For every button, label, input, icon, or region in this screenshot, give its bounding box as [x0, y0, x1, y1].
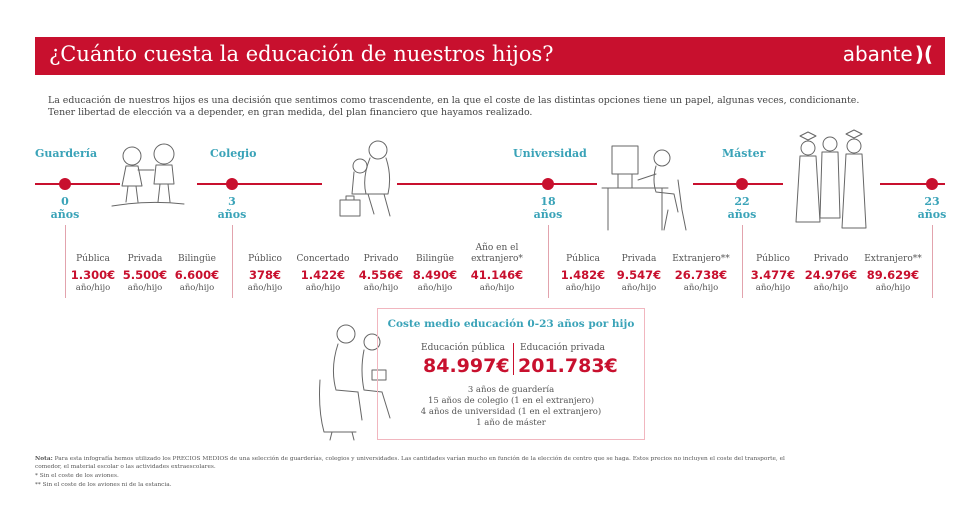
price-label: Privado	[363, 254, 399, 264]
private-education-total: 201.783€	[518, 355, 618, 377]
stage-label-guarderia: Guardería	[35, 147, 98, 160]
price-value: 3.477€	[750, 268, 796, 282]
summary-title: Coste medio educación 0-23 años por hijo	[387, 318, 635, 330]
price-label: Bilingüe	[178, 254, 216, 264]
timeline-dot-3	[226, 178, 238, 190]
timeline-dot-0	[59, 178, 71, 190]
price-label: Año en el	[475, 243, 519, 253]
price-value: 1.422€	[300, 268, 346, 282]
timeline-drop-line	[232, 225, 233, 298]
price-unit: año/hijo	[621, 283, 657, 293]
stage-label-master: Máster	[722, 147, 766, 160]
price-label: Pública	[566, 254, 600, 264]
price-unit: año/hijo	[683, 283, 719, 293]
age-unit: años	[533, 208, 563, 221]
footnote-main	[35, 455, 785, 463]
price-value: 4.556€	[358, 268, 404, 282]
student-desk-illustration	[598, 140, 690, 232]
price-label: Privada	[127, 254, 163, 264]
price-value: 24.976€	[804, 268, 858, 282]
price-value: 9.547€	[616, 268, 662, 282]
price-value: 5.500€	[122, 268, 168, 282]
price-value: 41.146€	[470, 268, 524, 282]
price-label: Concertado	[296, 254, 350, 264]
price-unit: año/hijo	[875, 283, 911, 293]
age-marker-0	[45, 195, 85, 221]
price-universidad-publica	[552, 254, 614, 294]
price-colegio-publico	[234, 254, 296, 294]
price-label: Público	[756, 254, 790, 264]
summary-detail-line: 3 años de guardería	[467, 385, 555, 395]
timeline-dot-18	[542, 178, 554, 190]
price-value: 89.629€	[866, 268, 920, 282]
price-unit: año/hijo	[75, 283, 111, 293]
price-universidad-extranjero	[670, 254, 732, 294]
age-unit: años	[217, 208, 247, 221]
age-unit: años	[50, 208, 80, 221]
price-unit: año/hijo	[363, 283, 399, 293]
price-unit: año/hijo	[755, 283, 791, 293]
price-label: Privado	[813, 254, 849, 264]
price-label-line2: extranjero*	[471, 254, 523, 264]
price-unit: año/hijo	[417, 283, 453, 293]
page-title: ¿Cuánto cuesta la educación de nuestros hijos?	[49, 42, 554, 66]
timeline-dot-22	[736, 178, 748, 190]
timeline-drop-line	[548, 225, 549, 298]
logo-mark-icon: )(	[914, 42, 933, 66]
footnote-aviones: * Sin el coste de los aviones.	[35, 473, 119, 479]
age-marker-22	[722, 195, 762, 221]
age-number: 18	[540, 195, 556, 208]
timeline-dot-23	[926, 178, 938, 190]
price-guarderia-bilingue	[166, 254, 228, 294]
note-text: Para esta infografía hemos utilizado los PRECIOS MEDIOS de una selección de guarderías, colegios y universidades. Las cantidades varían mucho en función de la elección de centro que se haga. Estos precios no incluyen el coste del transporte, el	[52, 456, 785, 462]
age-marker-3	[212, 195, 252, 221]
age-marker-18	[528, 195, 568, 221]
price-unit: año/hijo	[305, 283, 341, 293]
age-number: 3	[228, 195, 236, 208]
private-education-label: Educación privada	[520, 343, 606, 353]
age-unit: años	[727, 208, 757, 221]
footnote-aviones-estancia: ** Sin el coste de los aviones ni de la estancia.	[35, 482, 172, 488]
summary-detail-line: 4 años de universidad (1 en el extranjero)	[420, 407, 602, 417]
price-universidad-privada	[608, 254, 670, 294]
abante-logo	[843, 42, 933, 66]
price-master-extranjero	[862, 254, 924, 294]
note-label: Nota:	[35, 456, 53, 462]
age-number: 23	[924, 195, 940, 208]
price-label: Público	[248, 254, 282, 264]
price-master-privado	[800, 254, 862, 294]
toddlers-illustration	[108, 140, 188, 212]
price-value: 378€	[248, 268, 281, 282]
public-education-label: Educación pública	[421, 343, 506, 353]
age-number: 22	[734, 195, 750, 208]
price-label: Privada	[621, 254, 657, 264]
price-colegio-privado	[350, 254, 412, 294]
summary-detail-line: 15 años de colegio (1 en el extranjero)	[427, 396, 595, 406]
public-education-total: 84.997€	[423, 355, 510, 377]
price-value: 26.738€	[674, 268, 728, 282]
price-value: 1.482€	[560, 268, 606, 282]
price-unit: año/hijo	[479, 283, 515, 293]
age-number: 0	[61, 195, 69, 208]
price-unit: año/hijo	[179, 283, 215, 293]
footnote-main-cont: comedor, el material escolar o las actividades extraescolares.	[35, 464, 216, 470]
summary-detail-line: 1 año de máster	[476, 418, 546, 428]
price-colegio-extranjero	[466, 243, 528, 294]
price-label: Pública	[76, 254, 110, 264]
stage-label-colegio: Colegio	[210, 147, 257, 160]
summary-box	[377, 308, 645, 440]
price-value: 6.600€	[174, 268, 220, 282]
price-master-publico	[742, 254, 804, 294]
header-banner	[35, 37, 945, 75]
timeline-segment	[197, 183, 322, 185]
price-label: Bilingüe	[416, 254, 454, 264]
parent-child-illustration	[338, 138, 400, 226]
price-value: 8.490€	[412, 268, 458, 282]
age-marker-23	[912, 195, 952, 221]
logo-text: abante	[842, 42, 913, 66]
price-unit: año/hijo	[127, 283, 163, 293]
graduates-illustration	[790, 130, 874, 234]
price-unit: año/hijo	[565, 283, 601, 293]
price-unit: año/hijo	[813, 283, 849, 293]
price-unit: año/hijo	[247, 283, 283, 293]
price-colegio-bilingue	[404, 254, 466, 294]
timeline-segment	[397, 183, 597, 185]
price-label: Extranjero**	[672, 254, 730, 264]
intro-line-1: La educación de nuestros hijos es una decisión que sentimos como trascendente, en la que el coste de las distintas opciones tiene un papel, algunas veces, condicionante.	[48, 95, 860, 106]
price-label: Extranjero**	[864, 254, 922, 264]
summary-divider	[513, 343, 514, 375]
price-colegio-concertado	[292, 254, 354, 294]
intro-line-2: Tener libertad de elección va a depender, en gran medida, del plan financiero que hayamos realizado.	[48, 107, 533, 118]
price-value: 1.300€	[70, 268, 116, 282]
stage-label-universidad: Universidad	[513, 147, 587, 160]
timeline-drop-line	[932, 225, 933, 298]
age-unit: años	[917, 208, 947, 221]
